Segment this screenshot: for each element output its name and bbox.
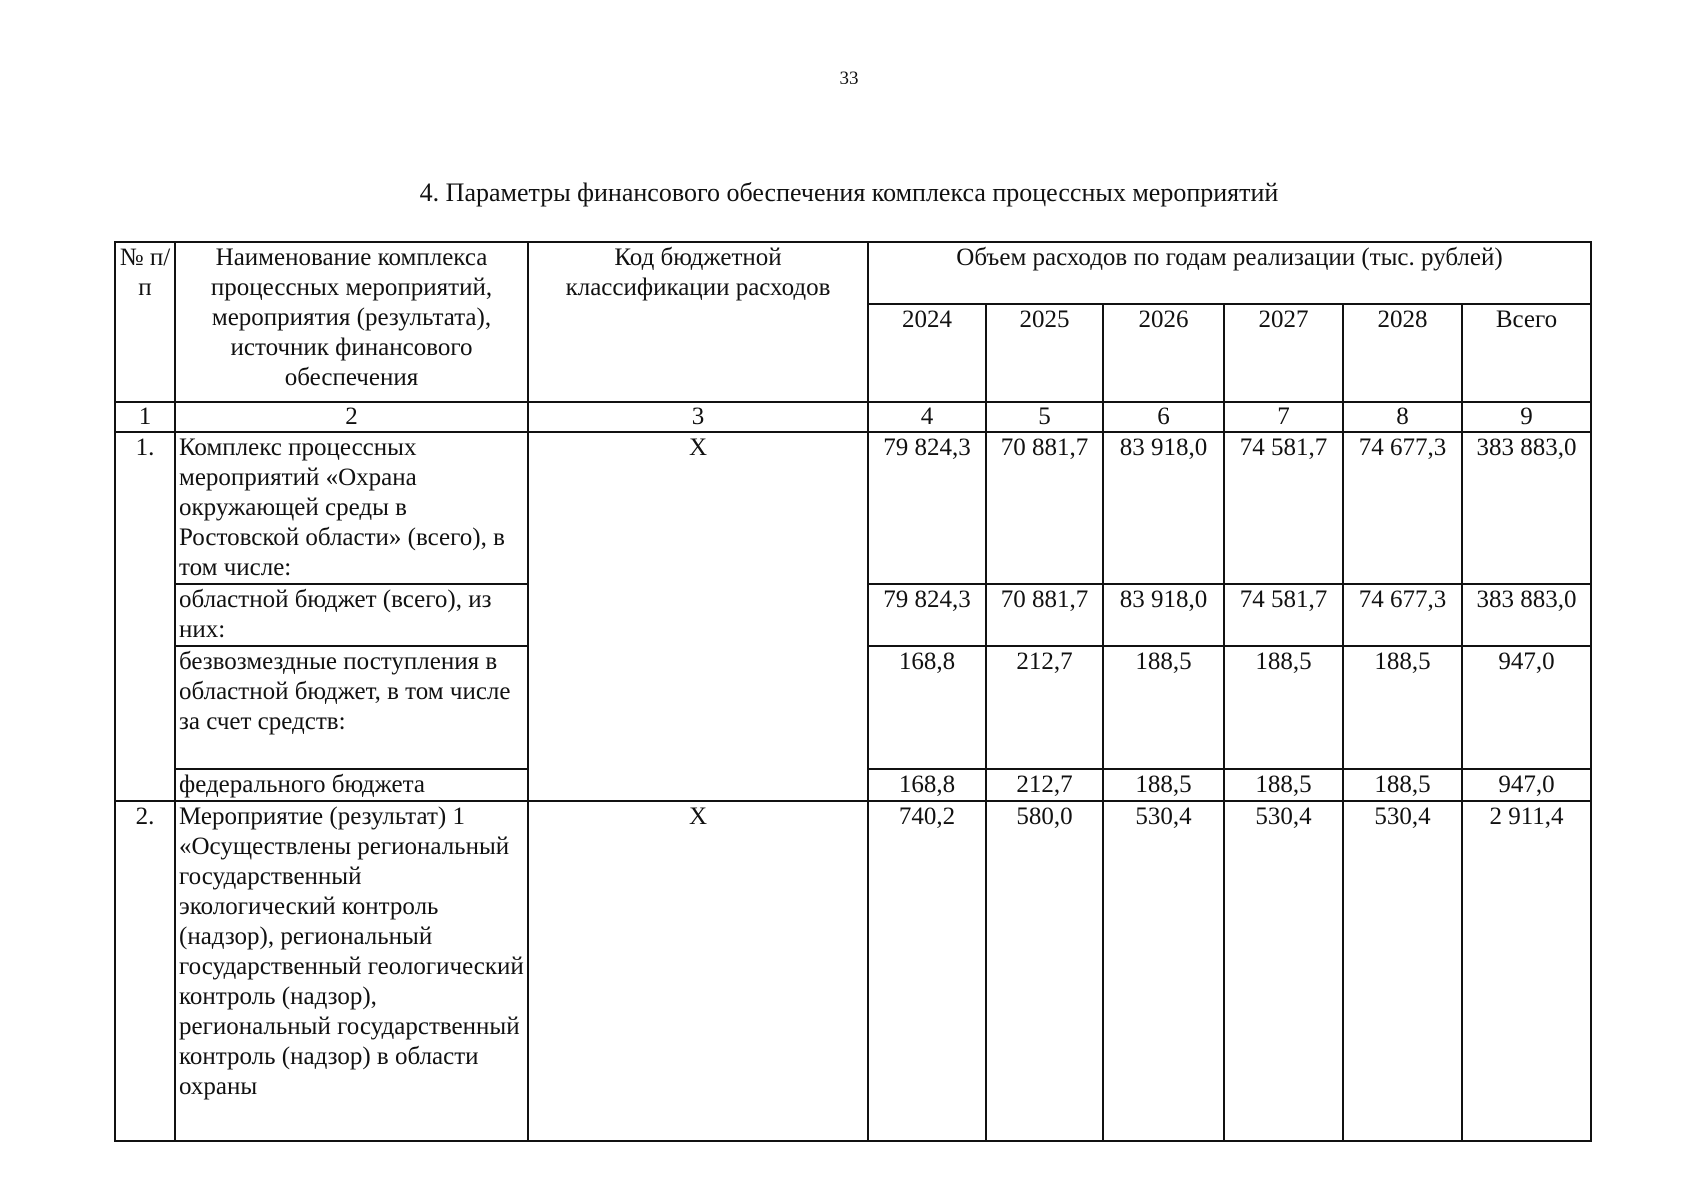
value-2027: 530,4	[1224, 801, 1343, 1141]
value-total: 947,0	[1462, 769, 1591, 801]
header-code: Код бюджетной классификации расходов	[528, 242, 868, 402]
value-2026: 83 918,0	[1103, 432, 1224, 584]
column-number: 2	[175, 402, 528, 432]
value-2024: 79 824,3	[868, 432, 986, 584]
row-name: федерального бюджета	[175, 769, 528, 801]
value-2028: 74 677,3	[1343, 432, 1462, 584]
value-2024: 168,8	[868, 769, 986, 801]
header-row	[115, 242, 1591, 304]
column-number: 3	[528, 402, 868, 432]
value-2027: 74 581,7	[1224, 432, 1343, 584]
column-number: 7	[1224, 402, 1343, 432]
value-2025: 212,7	[986, 769, 1103, 801]
value-2026: 83 918,0	[1103, 584, 1224, 646]
value-2025: 580,0	[986, 801, 1103, 1141]
value-2028: 74 677,3	[1343, 584, 1462, 646]
column-number: 9	[1462, 402, 1591, 432]
row-code: X	[528, 432, 868, 801]
row-name: областной бюджет (всего), из них:	[175, 584, 528, 646]
value-2026: 188,5	[1103, 769, 1224, 801]
value-2026: 188,5	[1103, 646, 1224, 769]
header-year-2028: 2028	[1343, 304, 1462, 402]
column-number: 5	[986, 402, 1103, 432]
value-2028: 188,5	[1343, 769, 1462, 801]
value-2024: 168,8	[868, 646, 986, 769]
column-numbers-row	[115, 402, 1591, 432]
header-year-2026: 2026	[1103, 304, 1224, 402]
header-year-2024: 2024	[868, 304, 986, 402]
column-number: 1	[115, 402, 175, 432]
row-number: 2.	[115, 801, 175, 1141]
row-name: безвозмездные поступления в областной бюджет, в том числе за счет средств:	[175, 646, 528, 769]
value-total: 947,0	[1462, 646, 1591, 769]
value-2025: 212,7	[986, 646, 1103, 769]
header-name: Наименование комплекса процессных мероприятий, мероприятия (результата), источник финансового обеспечения	[175, 242, 528, 402]
value-2025: 70 881,7	[986, 584, 1103, 646]
value-total: 383 883,0	[1462, 584, 1591, 646]
document-title: 4. Параметры финансового обеспечения комплекса процессных мероприятий	[419, 178, 1279, 207]
header-year-2025: 2025	[986, 304, 1103, 402]
value-total: 383 883,0	[1462, 432, 1591, 584]
value-2027: 188,5	[1224, 769, 1343, 801]
header-volume: Объем расходов по годам реализации (тыс. рублей)	[868, 242, 1591, 304]
table-row	[115, 801, 1591, 1141]
value-2024: 79 824,3	[868, 584, 986, 646]
value-total: 2 911,4	[1462, 801, 1591, 1141]
column-number: 6	[1103, 402, 1224, 432]
page-number: 33	[839, 68, 859, 89]
table-row	[115, 432, 1591, 584]
value-2028: 188,5	[1343, 646, 1462, 769]
value-2024: 740,2	[868, 801, 986, 1141]
value-2028: 530,4	[1343, 801, 1462, 1141]
row-number: 1.	[115, 432, 175, 801]
row-name: Мероприятие (результат) 1 «Осуществлены региональный государственный экологический контроль (надзор), региональный государственный геологический контроль (надзор), региональный государственный контроль (надзор) в области охраны	[175, 801, 528, 1141]
value-2025: 70 881,7	[986, 432, 1103, 584]
financing-table	[114, 241, 1592, 1142]
value-2026: 530,4	[1103, 801, 1224, 1141]
row-name: Комплекс процессных мероприятий «Охрана окружающей среды в Ростовской области» (всего), в том числе:	[175, 432, 528, 584]
header-year-2027: 2027	[1224, 304, 1343, 402]
header-total: Всего	[1462, 304, 1591, 402]
column-number: 8	[1343, 402, 1462, 432]
value-2027: 74 581,7	[1224, 584, 1343, 646]
column-number: 4	[868, 402, 986, 432]
value-2027: 188,5	[1224, 646, 1343, 769]
header-num: № п/п	[115, 242, 175, 402]
row-code: X	[528, 801, 868, 1141]
